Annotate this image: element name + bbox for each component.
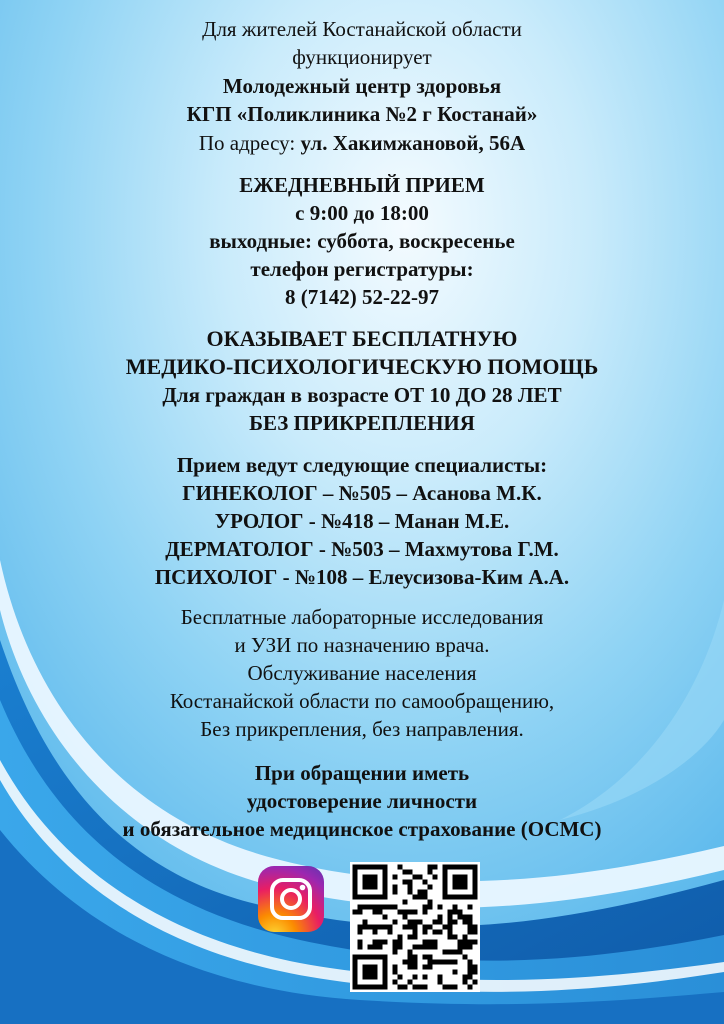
specialist-item: ДЕРМАТОЛОГ - №503 – Махмутова Г.М. [165,537,559,561]
schedule-days-off: выходные: суббота, воскресенье [209,229,515,253]
service-line-4: БЕЗ ПРИКРЕПЛЕНИЯ [249,411,475,435]
service-line-1: ОКАЗЫВАЕТ БЕСПЛАТНУЮ [206,326,518,351]
service-line-3: Для граждан в возрасте ОТ 10 ДО 28 ЛЕТ [162,383,562,407]
requirement-line: и обязательное медицинское страхование (ОСМС) [122,817,602,841]
schedule-hours: с 9:00 до 18:00 [295,201,429,225]
phone-number: 8 (7142) 52-22-97 [285,285,439,309]
qr-code-pattern [350,862,480,992]
specialist-item: ПСИХОЛОГ - №108 – Елеусизова-Ким А.А. [154,565,570,589]
specialists-title: Прием ведут следующие специалисты: [176,453,548,477]
address-label: По адресу: [198,131,301,155]
address [0,130,724,156]
info-line: Костанайской области по самообращению, [169,689,555,713]
info-line: Бесплатные лабораторные исследования [180,605,544,629]
specialist-item: ГИНЕКОЛОГ – №505 – Асанова М.К. [182,481,542,505]
schedule-title: ЕЖЕДНЕВНЫЙ ПРИЕМ [239,173,485,197]
instagram-icon[interactable] [258,866,324,932]
center-name: Молодежный центр здоровья [222,74,502,98]
info-line: Без прикрепления, без направления. [200,717,524,741]
clinic-name: КГП «Поликлиника №2 г Костанай» [186,102,538,126]
qr-code[interactable] [350,862,480,992]
address-value: ул. Хакимжановой, 56А [300,131,526,155]
header-line-1: Для жителей Костанайской области [202,17,522,41]
info-line: и УЗИ по назначению врача. [234,633,490,657]
service-line-2: МЕДИКО-ПСИХОЛОГИЧЕСКУЮ ПОМОЩЬ [125,354,599,379]
header-line-2: функционирует [292,45,432,69]
instagram-glyph [258,866,324,932]
requirement-line: При обращении иметь [254,761,470,785]
phone-label: телефон регистратуры: [250,257,474,281]
info-line: Обслуживание населения [247,661,477,685]
specialist-item: УРОЛОГ - №418 – Манан М.Е. [214,509,510,533]
requirement-line: удостоверение личности [246,789,478,813]
